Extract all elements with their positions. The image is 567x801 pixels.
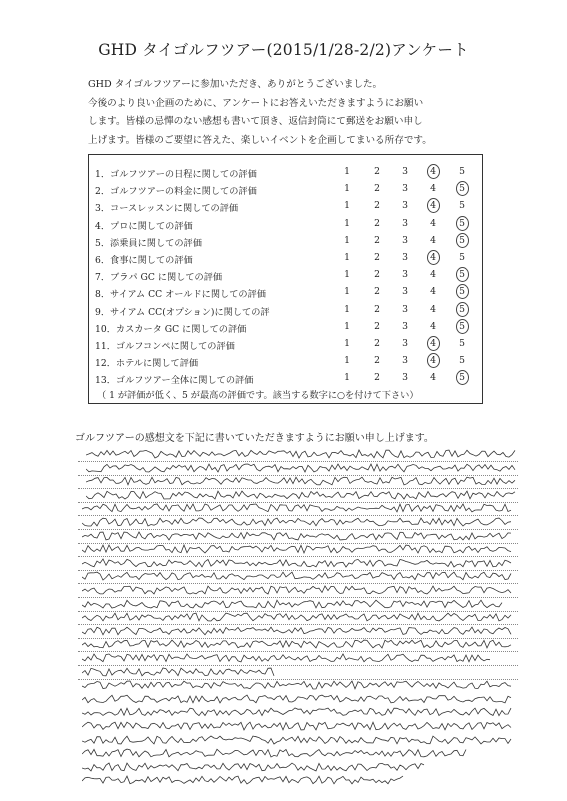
rating-option-2[interactable]: 2	[374, 372, 380, 384]
ink-stroke	[82, 763, 424, 771]
rating-option-1[interactable]: 1	[344, 234, 350, 246]
ink-stroke	[82, 532, 511, 540]
survey-item-label: 5．添乗員に関しての評価	[95, 237, 202, 249]
survey-item-label: 8．サイアム CC オールドに関しての評価	[95, 289, 266, 301]
survey-row	[89, 180, 484, 198]
rating-option-2[interactable]: 2	[374, 269, 380, 281]
survey-item-label: 6．食事に関しての評価	[95, 255, 193, 266]
ink-stroke	[82, 545, 511, 553]
ink-stroke	[82, 749, 466, 757]
rating-option-4[interactable]: 4	[430, 355, 436, 367]
ink-stroke	[86, 491, 515, 499]
survey-item-label: 7．ブラパ GC に関しての評価	[95, 272, 223, 284]
ink-stroke	[82, 518, 511, 526]
rating-option-3[interactable]: 3	[402, 217, 408, 229]
rating-option-1[interactable]: 1	[344, 183, 350, 195]
rating-option-2[interactable]: 2	[374, 286, 380, 298]
rating-option-5[interactable]: 5	[459, 200, 465, 212]
selected-rating-circle	[456, 370, 469, 385]
survey-item-label: 1．ゴルフツアーの日程に関しての評価	[95, 169, 257, 180]
ink-stroke	[82, 586, 511, 594]
rating-option-4[interactable]: 4	[430, 234, 436, 246]
rating-option-2[interactable]: 2	[374, 234, 380, 246]
survey-row	[89, 197, 484, 215]
survey-item-label: 10．カスカータ GC に関しての評価	[95, 323, 247, 335]
survey-item-label: 3．コースレッスンに関しての評価	[95, 203, 239, 215]
rating-option-4[interactable]: 4	[430, 372, 436, 384]
rating-option-1[interactable]: 1	[344, 372, 350, 384]
selected-rating-circle	[456, 267, 469, 282]
selected-rating-circle	[456, 302, 469, 317]
rating-option-1[interactable]: 1	[344, 166, 350, 177]
rating-option-2[interactable]: 2	[374, 166, 380, 177]
ink-stroke	[82, 572, 511, 580]
rating-option-5[interactable]: 5	[459, 286, 465, 298]
rating-option-4[interactable]: 4	[430, 200, 436, 212]
rating-option-1[interactable]: 1	[344, 252, 350, 263]
intro-line: 上げます。皆様のご要望に答えた、楽しいイベントを企画してまいる所存です。	[88, 135, 432, 147]
rating-option-1[interactable]: 1	[344, 338, 350, 349]
rating-option-1[interactable]: 1	[344, 355, 350, 367]
ink-stroke	[82, 613, 511, 621]
rating-option-3[interactable]: 3	[402, 372, 408, 384]
rating-option-3[interactable]: 3	[402, 183, 408, 195]
comments-prompt: ゴルフツアーの感想文を下記に書いていただきますようにお願い申し上げます。	[75, 433, 434, 444]
rating-option-2[interactable]: 2	[374, 252, 380, 263]
rating-option-2[interactable]: 2	[374, 217, 380, 229]
rating-option-4[interactable]: 4	[430, 217, 436, 229]
ink-stroke	[82, 504, 511, 512]
rating-option-5[interactable]: 5	[459, 252, 465, 263]
selected-rating-circle	[456, 284, 469, 299]
survey-row	[89, 266, 484, 284]
rating-option-4[interactable]: 4	[430, 338, 436, 349]
survey-row	[89, 215, 484, 233]
rating-option-5[interactable]: 5	[459, 355, 465, 367]
survey-item-label: 13．ゴルフツアー全体に関しての評価	[95, 375, 254, 387]
ink-stroke	[82, 776, 403, 784]
selected-rating-circle	[427, 198, 440, 213]
rating-option-3[interactable]: 3	[402, 200, 408, 212]
rating-option-5[interactable]: 5	[459, 166, 465, 177]
rating-option-5[interactable]: 5	[459, 269, 465, 281]
rating-option-5[interactable]: 5	[459, 234, 465, 246]
rating-option-1[interactable]: 1	[344, 303, 350, 315]
ink-stroke	[82, 627, 511, 635]
survey-row	[89, 163, 484, 181]
rating-option-4[interactable]: 4	[430, 252, 436, 263]
selected-rating-circle	[427, 353, 440, 368]
rating-option-2[interactable]: 2	[374, 200, 380, 212]
ink-stroke	[82, 708, 511, 716]
survey-row	[89, 249, 484, 267]
rating-option-5[interactable]: 5	[459, 183, 465, 195]
ink-stroke	[82, 722, 511, 730]
selected-rating-circle	[456, 216, 469, 231]
ink-stroke	[86, 450, 515, 458]
survey-row	[89, 335, 484, 353]
ink-stroke	[82, 559, 511, 567]
survey-row	[89, 283, 484, 301]
rating-option-5[interactable]: 5	[459, 338, 465, 349]
rating-option-2[interactable]: 2	[374, 183, 380, 195]
rating-option-3[interactable]: 3	[402, 166, 408, 177]
selected-rating-circle	[456, 233, 469, 248]
page-title: GHD タイゴルフツアー(2015/1/28-2/2)アンケート	[98, 41, 469, 59]
rating-option-3[interactable]: 3	[402, 303, 408, 315]
rating-option-1[interactable]: 1	[344, 286, 350, 298]
rating-option-5[interactable]: 5	[459, 303, 465, 315]
rating-option-5[interactable]: 5	[459, 320, 465, 332]
intro-text	[88, 76, 488, 151]
rating-option-3[interactable]: 3	[402, 355, 408, 367]
ink-stroke	[82, 668, 274, 676]
rating-option-2[interactable]: 2	[374, 303, 380, 315]
rating-option-4[interactable]: 4	[430, 286, 436, 298]
rating-option-3[interactable]: 3	[402, 286, 408, 298]
survey-row	[89, 318, 484, 336]
rating-option-4[interactable]: 4	[430, 166, 436, 177]
survey-item-label: 11．ゴルフコンペに関しての評価	[95, 341, 235, 352]
survey-item-label: 2．ゴルフツアーの料金に関しての評価	[95, 186, 257, 198]
rating-option-3[interactable]: 3	[402, 269, 408, 281]
ink-stroke	[82, 640, 511, 648]
ink-stroke	[82, 695, 511, 703]
handwriting-line	[78, 771, 518, 790]
survey-row	[89, 232, 484, 250]
rating-option-1[interactable]: 1	[344, 320, 350, 332]
selected-rating-circle	[427, 336, 440, 351]
rating-option-3[interactable]: 3	[402, 320, 408, 332]
rating-option-1[interactable]: 1	[344, 269, 350, 281]
rating-option-2[interactable]: 2	[374, 355, 380, 367]
ink-stroke	[82, 681, 511, 689]
survey-row	[89, 301, 484, 319]
rating-option-4[interactable]: 4	[430, 269, 436, 281]
selected-rating-circle	[427, 164, 440, 179]
rating-option-5[interactable]: 5	[459, 217, 465, 229]
rating-option-4[interactable]: 4	[430, 183, 436, 195]
rating-note: （ 1 が評価が低く、5 が最高の評価です。該当する数字に○を付けて下さい）	[97, 390, 419, 401]
ink-stroke	[82, 736, 511, 744]
handwriting-scribble	[82, 774, 405, 786]
intro-line: GHD タイゴルフツアーに参加いただき、ありがとうございました。	[88, 79, 383, 90]
rating-option-3[interactable]: 3	[402, 234, 408, 246]
rating-option-5[interactable]: 5	[459, 372, 465, 384]
survey-item-label: 4．プロに関しての評価	[95, 220, 193, 232]
rating-option-3[interactable]: 3	[402, 338, 408, 349]
rating-option-1[interactable]: 1	[344, 217, 350, 229]
survey-item-label: 9．サイアム CC(オプション)に関しての評	[95, 306, 270, 318]
rating-option-2[interactable]: 2	[374, 338, 380, 349]
intro-line: します。皆様の忌憚のない感想も書いて頂き、返信封筒にて郵送をお願い申し	[88, 116, 423, 128]
intro-line: 今後のより良い企画のために、アンケートにお答えいただきますようにお願い	[88, 97, 424, 109]
survey-table	[88, 154, 483, 404]
rating-option-4[interactable]: 4	[430, 303, 436, 315]
survey-item-label: 12．ホテルに関して評価	[95, 358, 199, 370]
survey-row	[89, 369, 484, 387]
ink-stroke	[86, 464, 515, 472]
selected-rating-circle	[427, 250, 440, 265]
handwritten-comments	[78, 445, 518, 785]
rating-option-3[interactable]: 3	[402, 252, 408, 263]
selected-rating-circle	[456, 319, 469, 334]
rating-option-2[interactable]: 2	[374, 320, 380, 332]
selected-rating-circle	[456, 181, 469, 196]
rating-option-4[interactable]: 4	[430, 320, 436, 332]
rating-option-1[interactable]: 1	[344, 200, 350, 212]
ink-stroke	[86, 477, 515, 485]
ink-stroke	[82, 600, 502, 608]
survey-row	[89, 352, 484, 370]
ink-stroke	[82, 654, 490, 662]
